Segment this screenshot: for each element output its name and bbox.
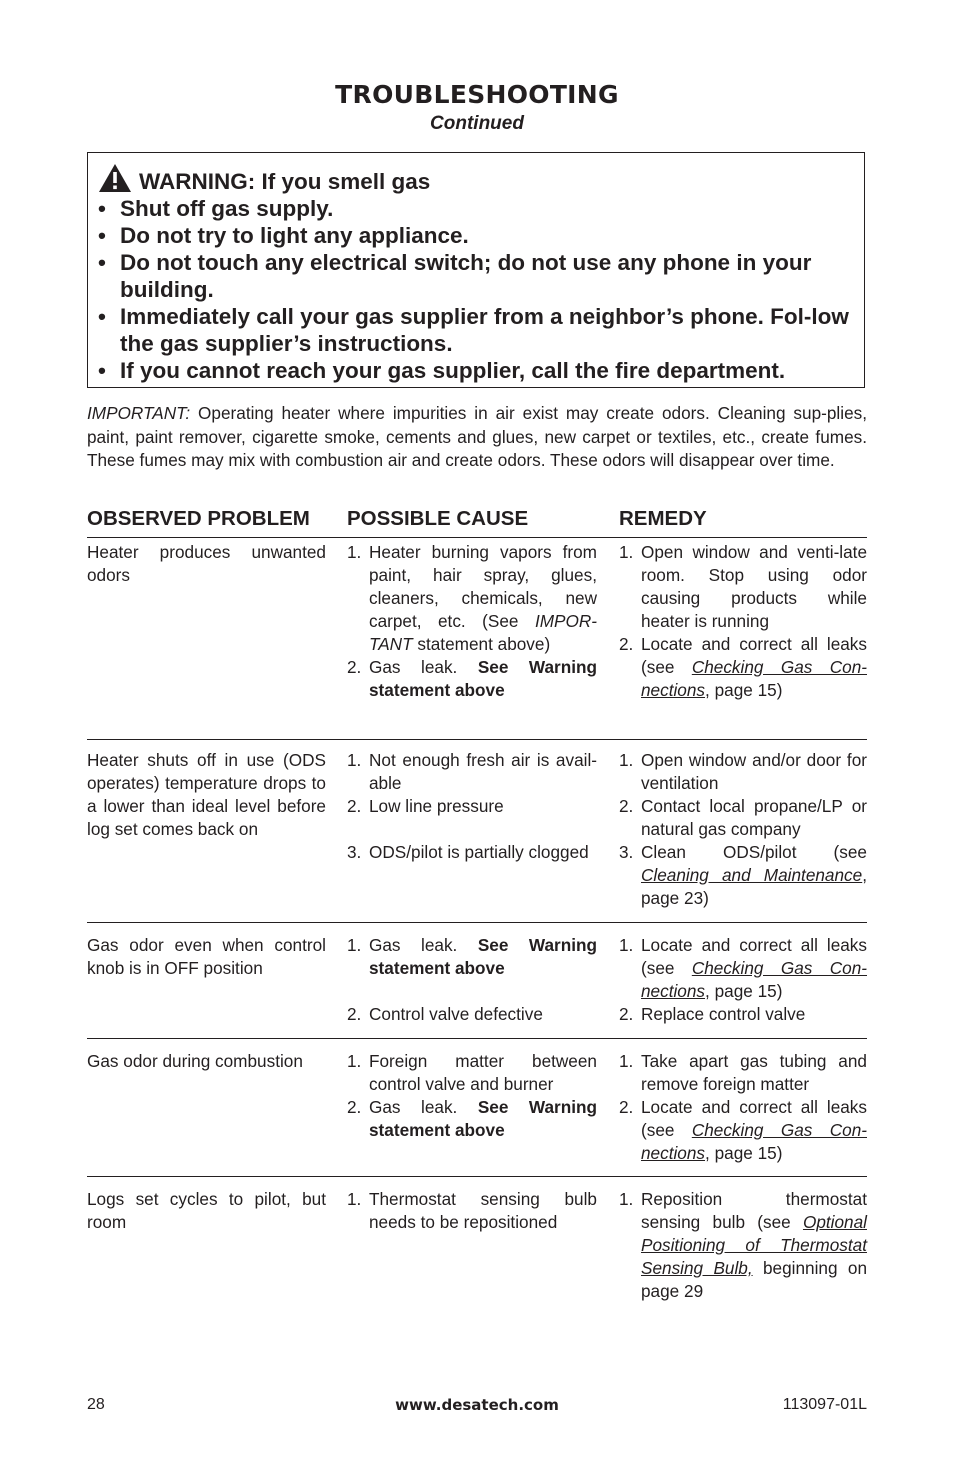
item-number: 3. <box>619 842 634 862</box>
warning-item <box>98 222 854 249</box>
row5-problem: Logs set cycles to pilot, but room <box>87 1189 326 1232</box>
row1-remedy <box>619 541 867 702</box>
column-header-cause: POSSIBLE CAUSE <box>347 507 529 530</box>
remedy-item <box>619 1050 867 1096</box>
bullet: • <box>98 304 106 329</box>
remedy-text: Open window and venti-late room. Stop using odor causing products while heater is running <box>641 542 867 631</box>
warning-heading-text: WARNING: If you smell gas <box>139 169 431 194</box>
cause-text: Thermostat sensing bulb needs to be repositioned <box>369 1189 597 1232</box>
cause-item <box>347 1003 597 1026</box>
cause-text: Gas leak. <box>369 657 478 677</box>
remedy-item <box>619 749 867 795</box>
remedy-item <box>619 541 867 633</box>
cause-bold: See Warning statement above <box>369 657 597 700</box>
cause-item <box>347 795 597 818</box>
warning-item-text: Shut off gas supply. <box>120 196 334 221</box>
warning-item-text: If you cannot reach your gas supplier, call the fire department. <box>120 358 786 383</box>
remedy-text: Clean ODS/pilot (see <box>641 842 867 862</box>
important-text: Operating heater where impurities in air exist may create odors. Cleaning sup-plies, paint, paint remover, cigarette smoke, cements and glues, new carpet or textiles, etc., create fumes. These fumes may mix with combustion air and create odors. These odors will disappear over time. <box>87 403 867 470</box>
warning-triangle-icon <box>98 163 132 193</box>
warning-list <box>98 195 854 384</box>
item-number: 2. <box>347 1004 362 1024</box>
item-number: 1. <box>347 1051 362 1071</box>
warning-heading <box>98 168 854 195</box>
row2-problem: Heater shuts off in use (ODS operates) temperature drops to a lower than ideal level before log set comes back on <box>87 750 326 839</box>
remedy-text: , page 15) <box>705 1143 783 1163</box>
item-number: 1. <box>347 750 362 770</box>
cause-item <box>347 541 597 656</box>
cause-text: Gas leak. <box>369 1097 478 1117</box>
remedy-item <box>619 1003 867 1026</box>
item-number: 2. <box>619 1097 634 1117</box>
item-number: 1. <box>347 935 362 955</box>
item-number: 1. <box>619 1189 634 1209</box>
remedy-text: Take apart gas tubing and remove foreign matter <box>641 1051 867 1094</box>
remedy-item <box>619 633 867 702</box>
remedy-text: Open window and/or door for ventilation <box>641 750 867 793</box>
cause-bold: See Warning statement above <box>369 1097 597 1140</box>
row5-cause <box>347 1188 597 1234</box>
row3-remedy <box>619 934 867 1026</box>
reference-link[interactable]: Checking Gas Con-nections <box>641 657 867 700</box>
column-header-problem: OBSERVED PROBLEM <box>87 507 310 530</box>
cause-text: Control valve defective <box>369 1004 543 1024</box>
cause-text: Heater burning vapors from paint, hair spray, glues, cleaners, chemicals, new carpet, etc. (See <box>369 542 597 631</box>
remedy-item <box>619 795 867 841</box>
page-number: 28 <box>87 1396 105 1413</box>
remedy-text: , page 15) <box>705 981 783 1001</box>
bullet: • <box>98 250 106 275</box>
document-code: 113097-01L <box>782 1396 867 1413</box>
page-title: TROUBLESHOOTING <box>335 80 619 109</box>
item-number: 1. <box>347 1189 362 1209</box>
cause-item <box>347 841 597 864</box>
reference-link[interactable]: Cleaning and Maintenance <box>641 865 863 885</box>
warning-item-text: Do not touch any electrical switch; do not use any phone in your building. <box>120 250 812 302</box>
cause-item <box>347 749 597 795</box>
warning-item-text: Do not try to light any appliance. <box>120 223 469 248</box>
item-number: 2. <box>347 657 362 677</box>
item-number: 1. <box>347 542 362 562</box>
remedy-text: , page 15) <box>705 680 783 700</box>
header-rule <box>87 537 867 538</box>
cause-item <box>347 934 597 980</box>
cause-text: Not enough fresh air is avail-able <box>369 750 597 793</box>
cause-text: Low line pressure <box>369 796 504 816</box>
row1-cause <box>347 541 597 702</box>
cause-text: statement above) <box>412 634 551 654</box>
remedy-text: , page 23) <box>641 865 867 908</box>
row-rule <box>87 739 867 740</box>
cause-emphasis: IMPOR-TANT <box>369 611 597 654</box>
column-header-remedy: REMEDY <box>619 507 707 530</box>
remedy-text: beginning on page 29 <box>641 1258 868 1301</box>
bullet: • <box>98 196 106 221</box>
remedy-text: Locate and correct all leaks (see <box>641 634 867 677</box>
warning-item <box>98 357 854 384</box>
page-subtitle: Continued <box>430 113 524 134</box>
cause-text: ODS/pilot is partially clogged <box>369 842 589 862</box>
item-number: 1. <box>619 750 634 770</box>
row-rule <box>87 922 867 923</box>
important-lead: IMPORTANT: <box>87 403 191 423</box>
reference-link[interactable]: Checking Gas Con-nections <box>641 958 867 1001</box>
item-number: 2. <box>619 634 634 654</box>
cause-item <box>347 1096 597 1142</box>
remedy-text: Replace control valve <box>641 1004 806 1024</box>
item-number: 2. <box>619 796 634 816</box>
warning-item <box>98 249 854 303</box>
warning-item-text: Immediately call your gas supplier from a neighbor’s phone. Fol-low the gas supplier’s instructions. <box>120 304 849 356</box>
item-number: 2. <box>619 1004 634 1024</box>
row3-problem: Gas odor even when control knob is in OFF position <box>87 935 326 978</box>
cause-item <box>347 656 597 702</box>
warning-item <box>98 195 854 222</box>
item-number: 2. <box>347 796 362 816</box>
remedy-text: Locate and correct all leaks (see <box>641 935 867 978</box>
cause-text: Gas leak. <box>369 935 478 955</box>
reference-link[interactable]: Checking Gas Con-nections <box>641 1120 867 1163</box>
row-rule <box>87 1176 867 1177</box>
row-rule <box>87 1038 867 1039</box>
bullet: • <box>98 223 106 248</box>
row5-remedy <box>619 1188 867 1303</box>
row2-remedy <box>619 749 867 910</box>
item-number: 1. <box>619 1051 634 1071</box>
item-number: 1. <box>619 542 634 562</box>
website-link[interactable]: www.desatech.com <box>395 1396 559 1414</box>
remedy-text: Locate and correct all leaks (see <box>641 1097 867 1140</box>
remedy-text: Reposition thermostat sensing bulb (see <box>641 1189 867 1232</box>
important-note <box>87 402 867 473</box>
item-number: 1. <box>619 935 634 955</box>
warning-box <box>87 152 865 388</box>
row4-problem: Gas odor during combustion <box>87 1051 303 1071</box>
row4-cause <box>347 1050 597 1142</box>
item-number: 2. <box>347 1097 362 1117</box>
row2-cause <box>347 749 597 864</box>
cause-item <box>347 1188 597 1234</box>
row4-remedy <box>619 1050 867 1165</box>
remedy-item <box>619 1188 867 1303</box>
remedy-item <box>619 934 867 1003</box>
remedy-item <box>619 1096 867 1165</box>
bullet: • <box>98 358 106 383</box>
row1-problem: Heater produces unwanted odors <box>87 542 326 585</box>
reference-link[interactable]: Optional Positioning of Thermostat Sensing Bulb, <box>641 1212 867 1278</box>
cause-item <box>347 1050 597 1096</box>
warning-item <box>98 303 854 357</box>
row3-cause <box>347 934 597 1026</box>
cause-text: Foreign matter between control valve and burner <box>369 1051 597 1094</box>
item-number: 3. <box>347 842 362 862</box>
cause-bold: See Warning statement above <box>369 935 597 978</box>
remedy-item <box>619 841 867 910</box>
remedy-text: Contact local propane/LP or natural gas company <box>641 796 867 839</box>
